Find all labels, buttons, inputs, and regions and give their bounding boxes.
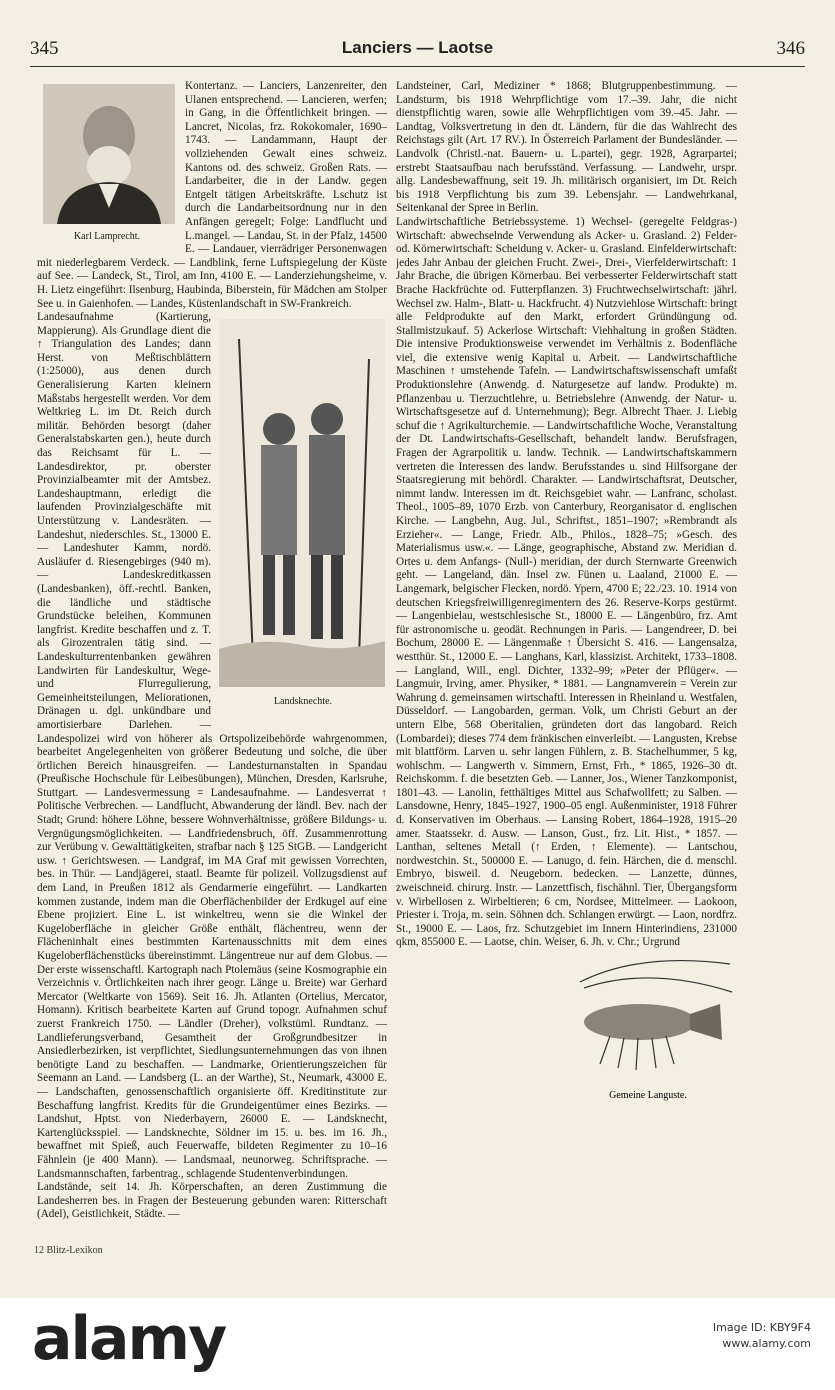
entry-paragraph: Kontertanz. — Lanciers, Lanzenreiter, den Ulanen entsprechend. — Lancieren, werfen; in Gang, in die Öffentlichkeit bringen. — Lancret, Nicolas, frz. Rokokomaler, 1690–1743. — Landammann, Haupt der vollziehenden Gewalt eines schweiz. Kantons od. des schweiz. Großen Rats. — Landarbeiter, die in der Landw. gegen Entgelt tätigen Arbeitskräfte. Lschutz ist durch die Landarbeitsordnung nur in den Anfängen geregelt; Folge: Landflucht und L.mangel. — Landau, St. in der Pfalz, 14500 E. — Landauer, vierrädriger Personenwagen mit niederlegbarem Verdeck. — Landblink, ferne Luftspiegelung der Küste auf See. — Landeck, St., Tirol, am Inn, 4100 E. — Landerziehungsheime, v. H. Lietz eingeführt: Ilsenburg, Haubinda, Biberstein, für Mädchen am Stolper See u. in Gaienhofen. — Landes, Küstenlandschaft in SW-Frankreich.	[37, 80, 387, 310]
entry-paragraph: Landwirtschaftliche Betriebssysteme. 1) Wechsel- (geregelte Feldgras-) Wirtschaft: abwechselnde Verwendung als Acker- u. Grasland. 2) Felder- od. Körnerwirtschaft: Scheidung v. Acker- u. Grasland. Einfelderwirtschaft: jedes Jahr Anbau der gleichen Frucht. Zwei-, Drei-, Vierfelderwirtschaft: 1 Jahr Brache, die übrigen Körnerbau. Bei verbesserter Felderwirtschaft statt Brache Hackfrüchte od. Futterpflanzen. 3) Fruchtwechselwirtschaft: jährl. Wechsel zw. Halm-, Blatt- u. Hackfrucht. 4) Nutzviehlose Wirtschaft: bringt alle Feldprodukte auf den Markt, erfordert Gründüngung od. Stallmistzukauf. 5) Ackerlose Wirtschaft: Viehhaltung in großen Städten. Die intensive Produktionsweise verwendet im Verhältnis z. Bodenfläche viel, die extensive wenig Kapital u. Arbeit. — Landwirtschaftliche Maschinen ↑ umstehende Tafeln. — Landwirtschaftswissenschaft umfaßt Produktionslehre (Anwendg. d. Naturgesetze auf landw. Produkte) m. Pflanzenbau u. Tierzuchtlehre, u. Betriebslehre (Anwendg. der Natur- u. Wirtschaftsgesetze auf d. Unternehmung); Begr. Albrecht Thaer. J. Liebig schuf die ↑ Agrikulturchemie. — Landwirtschaftliche Woche, Veranstaltung der Dt. Landwirtschafts-Gesellschaft, behandelt landw. Berufsfragen, Fragen der Agrarpolitik u. landw. Technik. — Landwirtschaftskammern vertreten die Interessen des landw. Berufsstandes u. sind Hilfsorgane der Staatsregierung mit behördl. Charakter. — Landwirtschaftsrat, Deutscher, nimmt landw. Interessen im dt. Reichsgebiet wahr. — Lanfranc, scholast. Theol., 1005–89, 1070 Erzb. von Canterbury, Reorganisator d. englischen Kirche. — Langbehn, Aug. Jul., Schriftst., 1851–1907; »Rembrandt als Erzieher«. — Lange, Friedr. Alb., Philos., 1828–75; »Gesch. des Materialismus usw.«. — Länge, geographische, Abstand zw. Meridian d. Ortes u. dem Anfangs- (Null-) meridian, der durch Sternwarte Greenwich geht. — Langeland, dän. Insel zw. Fünen u. Laaland, 21000 E. — Langemark, belgischer Flecken, nordö. Ypern, 4700 E; 22./23. 10. 1914 von deutschen Kriegsfreiwilligenregimentern des 26. Reserve-Korps gestürmt. — Langenbielau, westschlesische St., 18000 E. — Längenbüro, frz. Amt für astronomische u. geodät. Rechnungen in Paris. — Langendreer, D. bei Bochum, 28000 E. — Längenmaße ↑ Übersicht S. 416. — Langensalza, westthür. St., 12000 E. — Langhans, Karl, klassizist. Architekt, 1733–1808. — Langland, Will., engl. Dichter, 1332–99; »Peter der Pflüger«. — Langmuir, Irving, amer. Physiker, * 1881. — Langnamverein = Verein zur Wahrung d. gemeinsamen wirtschaftl. Interessen in Rheinland u. Westfalen, Düsseldorf. — Langobarden, german. Volk, um Christi Geburt an der untern Elbe, 568 Oberitalien, gründeten dort das langobard. Reich (Lombardei); dieses 774 dem fränkischen einverleibt. — Langusten, Krebse mit blattförm. Larven u. sehr langen Fühlern, z. B. Stachelhummer, 5 kg, wohlschm. — Langwerth v. Simmern, Ernst, Frh., * 1865, 1926–30 dt. Reichskomm. f. die besetzten Geb. — Lanner, Jos., Wiener Tanzkomponist, 1801–43. — Lanolin, fetthältiges Mittel aus Schafwollfett; zu Salben. — Lansdowne, Henry, 1845–1927, 1900–05 engl. Außenminister, 1918 Führer d. Konservativen im Oberhaus. — Lansing Robert, 1864–1928, 1915–20 amer. Staatssekr. d. Ausw. — Lanson, Gust., frz. Lit. Hist., * 1857. — Lanthan, seltenes Metall (↑ Erden, ↑ Elemente). — Lantschou, nordwestchin. St., 500000 E. — Lanugo, d. fein. Härchen, die d. menschl. Embryo, bisweil. d. Neugeborn. bedecken. — Lanzette, dünnes, zweischneid. chirurg. Instr. — Lanzettfisch, fischähnl. Tier, Übergangsform v. Wirbellosen z. Wirbeltieren; 6 cm, Nordsee, Mittelmeer. — Laokoon, Priester i. Troja, m. sein. Söhnen dch. Schlangen erwürgt. — Laon, nordfrz. St., 19000 E. — Laos, frz. Schutzgebiet im Innern Hinterindiens, 231000 qkm, 855000 E. — Laotse, chin. Weiser, 6. Jh. v. Chr.; Urgrund	[396, 215, 737, 949]
watermark-logo: alamy	[32, 1304, 226, 1374]
portrait-image	[43, 84, 175, 224]
entry-paragraph: Landsteiner, Carl, Mediziner * 1868; Blutgruppenbestimmung. — Landsturm, bis 1918 Wehrpflichtige vom 17.–39. Jahr, die nicht dienstpflichtig waren, sowie alle Wehrpflichtigen vom 39.–45. Jahr. — Landtag, Volksvertretung in den dt. Ländern, für die das Wahlrecht des Reichstags gilt (Art. 17 RV.). In Österreich Parlament der Bundesländer. — Landvolk (Christl.-nat. Bauern- u. L.partei), gegr. 1928, Agrarpartei; erstrebt Staatsaufbau nach berufsständ. Verfassung. — Landwehr, urspr. allg. Landesbewaffnung, seit 19. Jh. militärisch organisiert, im Dt. Reich bis 1918 Verpflichtung bis zum 39. Lebensjahr. — Landwehrkanal, Seitenkanal der Spree in Berlin.	[396, 80, 737, 215]
left-column	[37, 80, 387, 1235]
landsknechte-caption: Landsknechte.	[273, 696, 333, 708]
page-footer: 12 Blitz-Lexikon	[34, 1245, 103, 1256]
page-title: Lanciers — Laotse	[341, 38, 494, 57]
header-rule	[30, 66, 805, 67]
running-head	[30, 38, 805, 62]
watermark-strip	[0, 1298, 835, 1390]
entry-paragraph: Landstände, seit 14. Jh. Körperschaften, an deren Zustimmung die Landesherren bes. in Fragen der Besteuerung gebunden waren: Ritterschaft (Adel), Geistlichkeit, Städte. —	[37, 1181, 387, 1221]
page-number-left: 345	[30, 38, 59, 59]
landsknechte-figure	[219, 319, 387, 719]
languste-illustration	[560, 952, 736, 1080]
landsknechte-illustration	[219, 319, 385, 687]
watermark-site: www.alamy.com	[722, 1337, 811, 1350]
languste-caption: Gemeine Languste.	[609, 1090, 687, 1101]
portrait-figure	[37, 84, 177, 250]
watermark-meta	[713, 1320, 811, 1352]
portrait-caption: Karl Lamprecht.	[73, 231, 141, 242]
watermark-image-id: Image ID: KBY9F4	[712, 1321, 811, 1334]
entry-paragraph: Landesaufnahme (Kartierung, Mappierung). Als Grundlage dient die ↑ Triangulation des Landes; dann Herst. von Meßtischblättern (1:25000), aus denen durch Generalisierung Karten kleinern Maßstabs hergestellt werden. Vor dem Weltkrieg L. im Dt. Reich durch militär. Behörden besorgt (daher Generalstabskarten gen.), heute durch das Reichsamt für L. — Landesdirektor, pr. oberster Provinzialbeamter mit der Amtsbez. Landeshauptmann, erledigt die laufenden Provinzialgeschäfte mit Unterstützung v. Landesräten. — Landeshut, niederschles. St., 13000 E. — Landeshuter Kamm, nordö. Ausläufer d. Riesengebirges (940 m). — Landeskreditkassen (Landesbanken), öff.-rechtl. Banken, die ländliche und städtische Grundstücke beleihen, Kommunen langfrist. Kredite beschaffen und z. T. als Girozentralen tätig sind. — Landeskulturrentenbanken gewähren Landwirten für Landeskultur, Wege- und Flurregulierung, Gemeinheitsteilungen, Meliorationen, Dränagen u. dgl. unkündbare und amortisierbare Darlehen. — Landespolizei wird von höherer als Ortspolizeibehörde wahrgenommen, bearbeitet Angelegenheiten von größerer Bedeutung und solche, die über örtlichen Bereich hinausgreifen. — Landesturnanstalten in Spandau (Preußische Hochschule für Leibesübungen), München, Dresden, Karlsruhe, Stuttgart. — Landesvermessung = Landesaufnahme. — Landesverrat ↑ Politische Verbrechen. — Landflucht, Abwanderung der ländl. Bev. nach der Stadt; Grund: höhere Löhne, bessere Wohnverhältnisse, größere Bildungs- u. Vergnügungsmöglichkeiten. — Landfriedensbruch, öff. Zusammenrottung zur Verübung v. Gewalttätigkeiten, strafbar nach § 125 StGB. — Landgericht usw. ↑ Gerichtswesen. — Landgraf, im MA Graf mit gewissen Vorrechten, bes. in Thür. — Landjägerei, staatl. Beamte für polizeil. Vollzugsdienst auf dem Land, in Preußen 1812 als Gendarmerie eingeführt. — Landkarten kommen zustande, indem man die Oberflächenbilder der Erdkugel auf eine Ebene projiziert. Eine L. ist winkeltreu, wenn sie die Winkel der Kugeloberfläche in gleicher Größe enthält, flächentreu, wenn der Flächeninhalt eines bestimmten Kartenausschnitts mit dem eines Kugeloberflächenstücks übereinstimmt. Längentreue nur auf dem Globus. — Der erste wissenschaftl. Kartograph nach Ptolemäus (seine Kosmographie ein Verzeichnis v. Örtlichkeiten nach ihrer geogr. Länge u. Breite) war Gerhard Mercator (Weltkarte von 1569). Seit 16. Jh. Atlanten (Ortelius, Mercator, Homann). Kritisch bearbeitete Karten auf Grund topogr. Aufnahmen schuf zuerst Frankreich 1750. — Ländler (Dreher), volkstüml. Rundtanz. — Landlieferungsverband, Gesamtheit der Großgrundbesitzer in Ansiedlerbezirken, ist verpflichtet, Siedlungsunternehmungen das von ihnen benötigte Land zu beschaffen. — Landmarke, Orientierungszeichen für Seemann an Land. — Landsberg (L. an der Warthe), St., Neumark, 43000 E. — Landschaften, genossenschaftlich organisierte öff. Kreditinstitute zur Beschaffung langfrist. Kredits für die Grundeigentümer eines Bezirks. — Landshut, Hptst. von Niederbayern, 26000 E. — Landsknecht, Kartenglücksspiel. — Landsknechte, Söldner im 15. u. bes. im 16. Jh., bewaffnet mit Spieß, auch Feuerwaffe, bildeten Regimenter zu 10–16 Fähnlein (je 400 Mann). — Landsmaal, neunorweg. Schriftsprache. — Landsmannschaften, farbentrag., schlagende Studentenverbindungen.	[37, 311, 387, 1180]
page-number-right: 346	[776, 38, 805, 59]
languste-figure	[560, 952, 736, 1108]
